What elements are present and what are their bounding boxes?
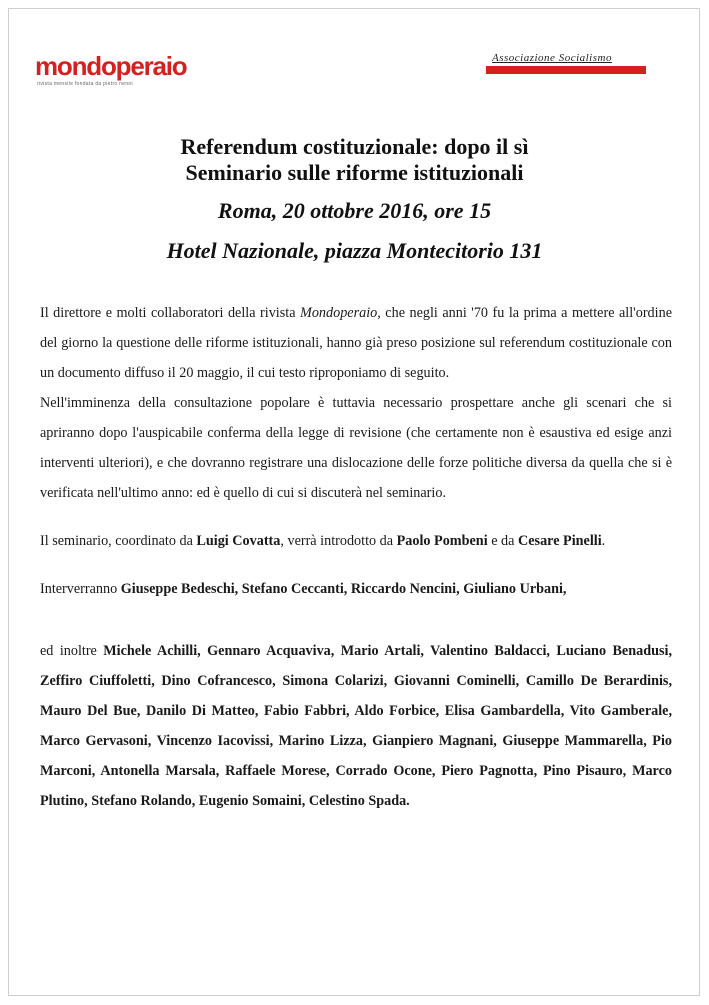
event-location: Hotel Nazionale, piazza Montecitorio 131 xyxy=(166,238,543,263)
mondoperaio-logo xyxy=(35,52,235,96)
spacer xyxy=(40,508,672,526)
introducer-name: Cesare Pinelli xyxy=(518,533,602,549)
paragraph-speakers xyxy=(40,574,672,604)
logo-red-bar xyxy=(486,66,646,74)
spacer xyxy=(40,556,672,574)
title-seminar: Seminario sulle riforme istituzionali xyxy=(185,160,524,185)
spacer xyxy=(40,604,672,636)
associazione-socialismo-logo-text: Associazione Socialismo xyxy=(492,52,612,64)
coordinator-name: Luigi Covatta xyxy=(196,533,281,549)
text-run: , verrà introdotto da xyxy=(280,533,397,549)
text-run: Il direttore e molti collaboratori della rivista xyxy=(40,305,300,321)
paragraph-scenarios: Nell'imminenza della consultazione popolare è tuttavia necessario prospettare anche gli scenari che si apriranno dopo l'auspicabile conferma della legge di revisione (che certamente non è esaustiva ed esige anzi interventi ulteriori), e che dovranno registrare una dislocazione delle forze politiche diversa da quella che si è verificata nell'ultimo anno: ed è quello di cui si discuterà nel seminario. xyxy=(40,395,672,501)
mondoperaio-logo-tagline: rivista mensile fondata da pietro nenni xyxy=(37,81,133,87)
text-run: . xyxy=(601,533,606,549)
paragraph-participants xyxy=(40,636,672,816)
introducer-name: Paolo Pombeni xyxy=(396,533,488,549)
text-run: ed inoltre xyxy=(40,643,104,659)
text-run: , che negli anni '70 fu la prima a mettere all'ordine del giorno la questione delle riforme istituzionali, hanno già preso posizione sul referendum costituzionale con un documento diffuso il 20 maggio, il cui testo riproponiamo di seguito. xyxy=(40,305,672,381)
text-run: Il seminario, coordinato da xyxy=(40,533,197,549)
document-body xyxy=(40,298,672,816)
associazione-socialismo-logo xyxy=(486,50,651,86)
paragraph-coordinators xyxy=(40,526,672,556)
title-referendum: Referendum costituzionale: dopo il sì xyxy=(180,134,529,159)
participant-names: Michele Achilli, Gennaro Acquaviva, Mario Artali, Valentino Baldacci, Luciano Benadusi, Zeffiro Ciuffoletti, Dino Cofrancesco, Simona Colarizi, Giovanni Cominelli, Camillo De Berardinis, Mauro Del Bue, Danilo Di Matteo, Fabio Fabbri, Aldo Forbice, Elisa Gambardella, Vito Gamberale, Marco Gervasoni, Vincenzo Iacovissi, Marino Lizza, Gianpiero Magnani, Giuseppe Mammarella, Pio Marconi, Antonella Marsala, Raffaele Morese, Corrado Ocone, Piero Pagnotta, Pino Pisauro, Marco Plutino, Stefano Rolando, Eugenio Somaini, Celestino Spada. xyxy=(40,643,672,809)
paragraph-intro xyxy=(40,298,672,388)
magazine-name: Mondoperaio xyxy=(300,305,378,321)
speaker-names: Giuseppe Bedeschi, Stefano Ceccanti, Riccardo Nencini, Giuliano Urbani, xyxy=(120,581,567,597)
text-run: Interverranno xyxy=(40,581,121,597)
event-date: Roma, 20 ottobre 2016, ore 15 xyxy=(217,198,492,223)
title-block xyxy=(0,130,709,264)
text-run: e da xyxy=(487,533,518,549)
mondoperaio-logo-text: mondoperaio xyxy=(35,51,187,81)
